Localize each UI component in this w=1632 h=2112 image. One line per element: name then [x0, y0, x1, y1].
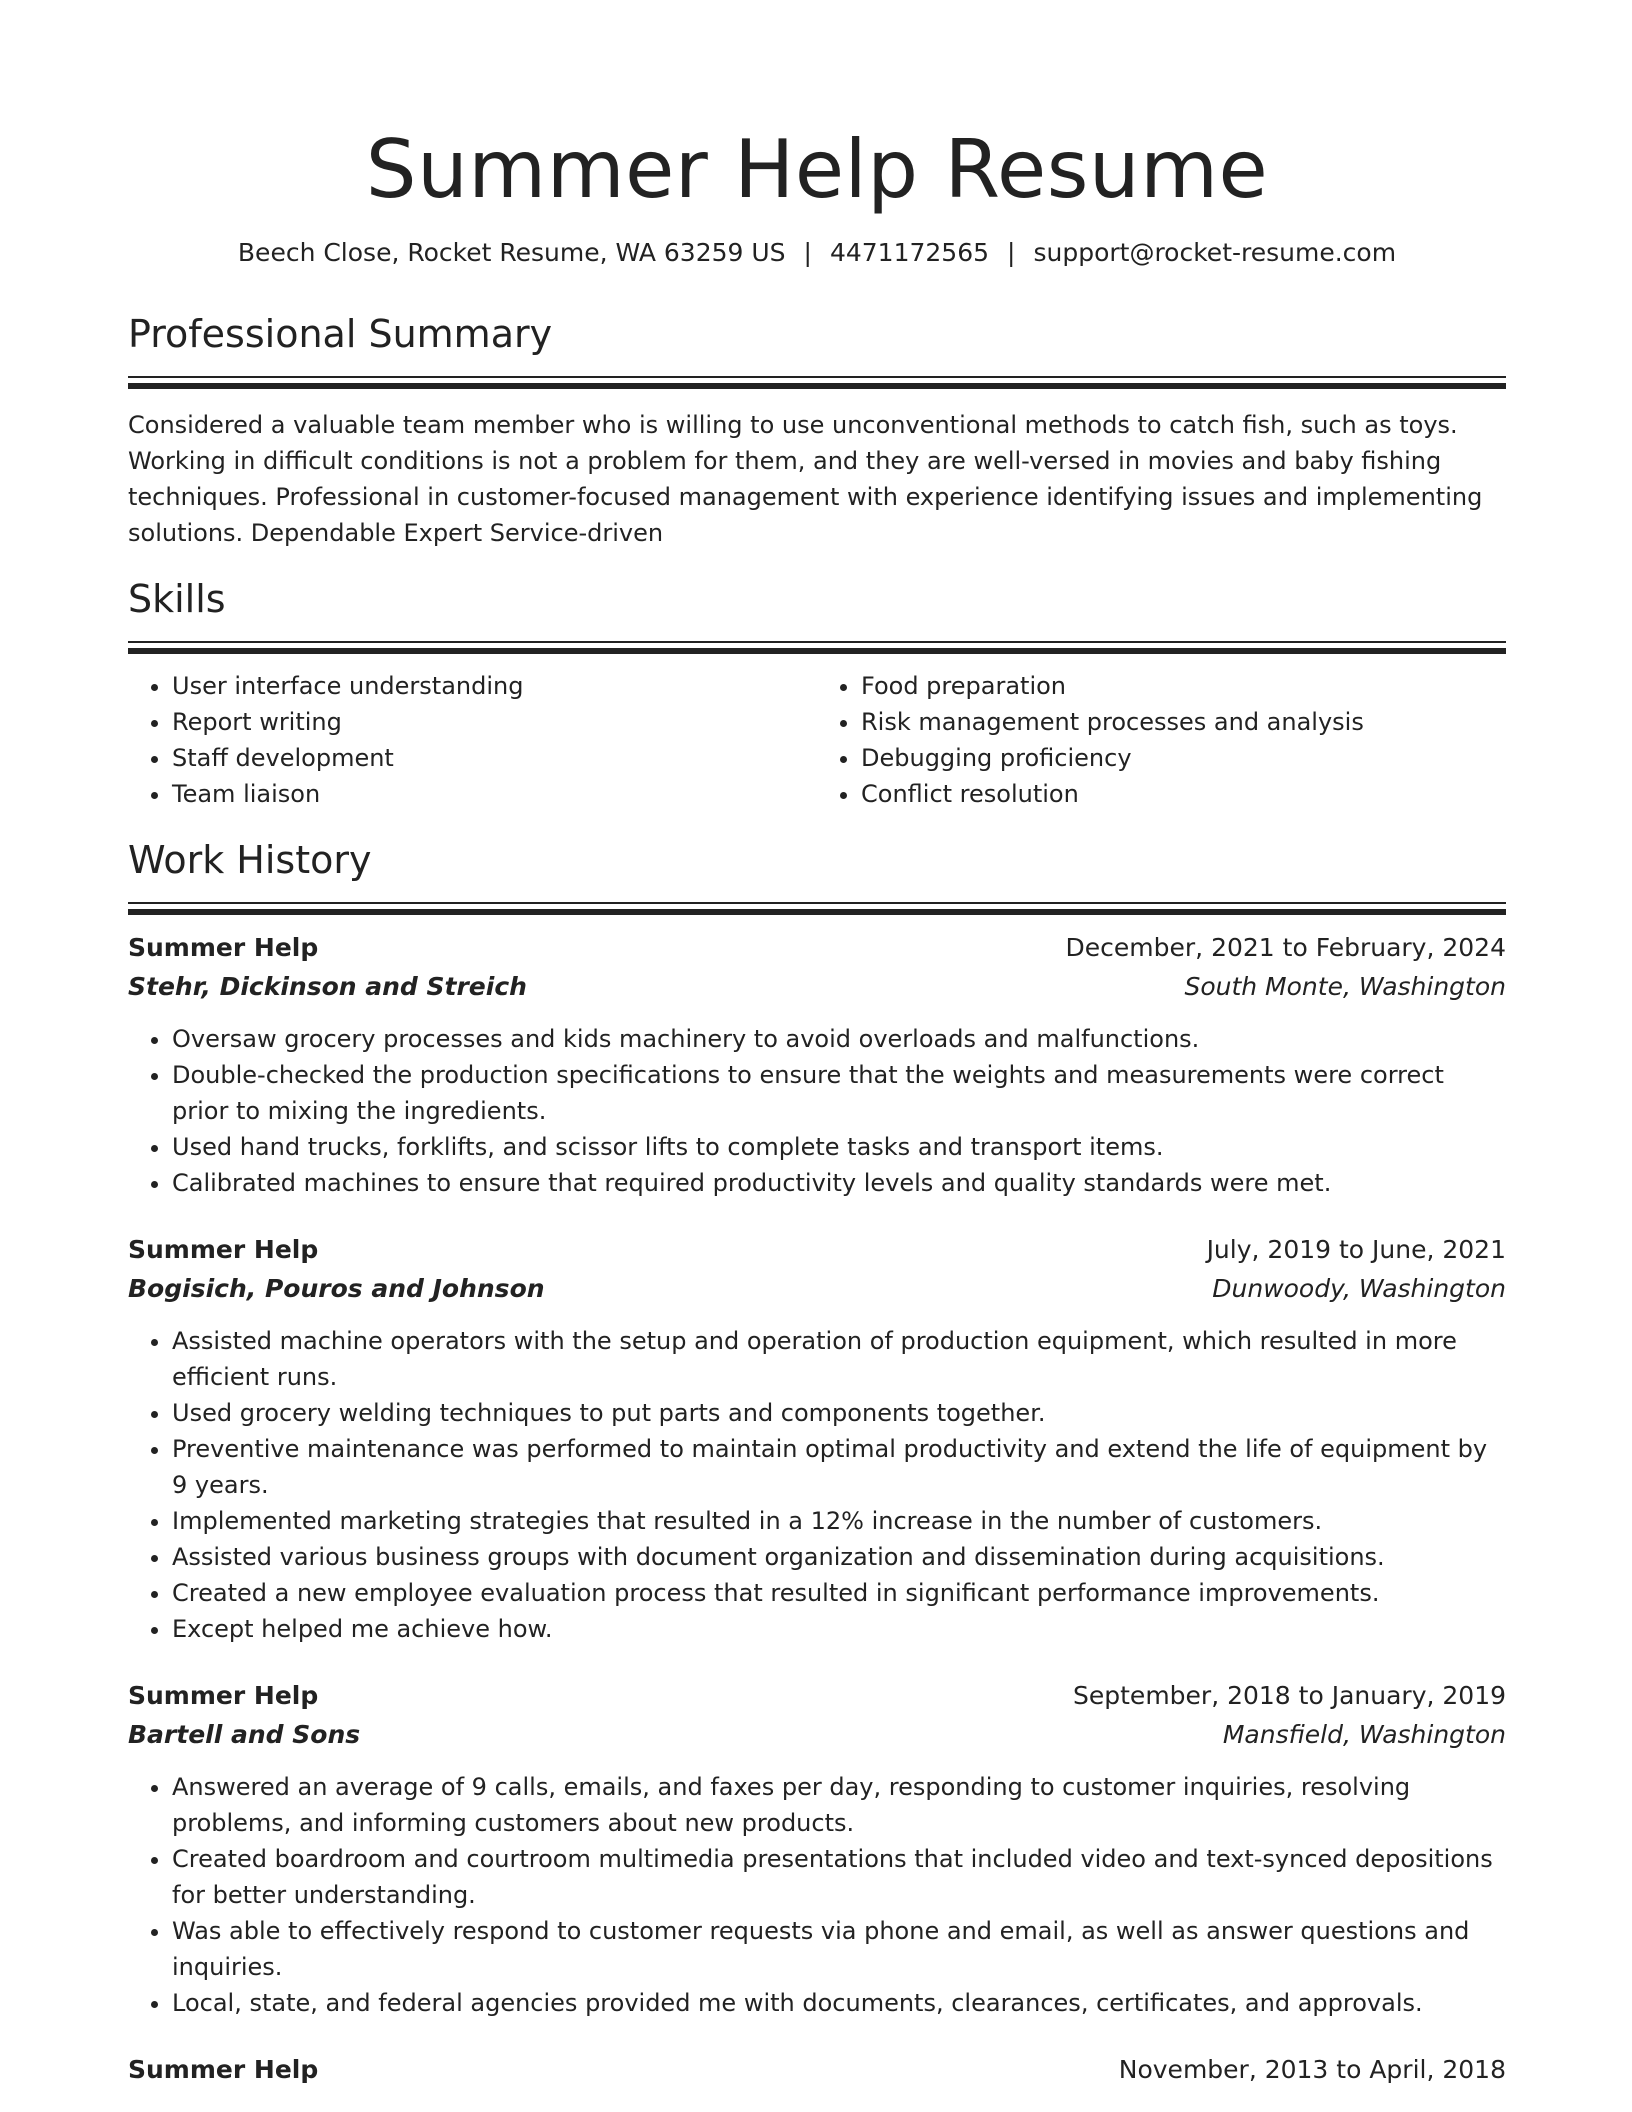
job-bullet: • Double-checked the production specifications to ensure that the weights and measurements were correct prior to mixing the ingredients. [172, 1057, 1506, 1129]
skills-heading: Skills [128, 577, 226, 621]
job-entry [128, 929, 1506, 1201]
section-divider-thick [128, 909, 1506, 915]
job-bullet: • Created a new employee evaluation process that resulted in significant performance improvements. [172, 1575, 1506, 1611]
job-title: Summer Help [128, 1681, 319, 1710]
job-bullet: • Local, state, and federal agencies provided me with documents, clearances, certificates, and approvals. [172, 1985, 1506, 2021]
contact-separator: | [1007, 238, 1016, 267]
summary-section [128, 310, 1506, 551]
skill-item: • Staff development [172, 740, 817, 776]
skill-item: • Team liaison [172, 776, 817, 812]
job-bullet: • Calibrated machines to ensure that required productivity levels and quality standards were met. [172, 1165, 1506, 1201]
job-bullet: • Used grocery welding techniques to put parts and components together. [172, 1395, 1506, 1431]
job-dates: November, 2013 to April, 2018 [1118, 2055, 1506, 2084]
skill-item: • Food preparation [861, 668, 1506, 704]
job-entry [128, 1231, 1506, 1647]
skill-item: • Risk management processes and analysis [861, 704, 1506, 740]
skill-item: • Debugging proficiency [861, 740, 1506, 776]
section-divider [128, 902, 1506, 904]
resume-page [128, 0, 1506, 2089]
resume-title: Summer Help Resume [365, 123, 1269, 216]
job-bullet: • Answered an average of 9 calls, emails, and faxes per day, responding to customer inquiries, resolving problems, and informing customers about new products. [172, 1769, 1506, 1841]
job-location: South Monte, Washington [1184, 972, 1506, 1001]
job-bullets [128, 1021, 1506, 1201]
section-divider-thick [128, 648, 1506, 654]
work-history-heading: Work History [128, 838, 372, 882]
job-bullets [128, 1769, 1506, 2021]
contact-separator: | [803, 238, 812, 267]
job-location: Dunwoody, Washington [1212, 1274, 1506, 1303]
skills-column-right [817, 668, 1506, 812]
job-subheader [128, 1715, 1506, 1755]
contact-phone: 4471172565 [829, 238, 990, 267]
job-bullet: • Was able to effectively respond to customer requests via phone and email, as well as answer questions and inquiries. [172, 1913, 1506, 1985]
job-bullet: • Except helped me achieve how. [172, 1611, 1506, 1647]
job-bullet: • Preventive maintenance was performed to maintain optimal productivity and extend the life of equipment by 9 years. [172, 1431, 1506, 1503]
summary-text: Considered a valuable team member who is willing to use unconventional methods to catch fish, such as toys. Working in difficult conditions is not a problem for them, and they are well-versed in movies and baby fishing techniques. Professional in customer-focused management with experience identifying issues and implementing solutions. Dependable Expert Service-driven [128, 411, 1483, 547]
job-bullet: • Implemented marketing strategies that resulted in a 12% increase in the number of customers. [172, 1503, 1506, 1539]
job-company: Stehr, Dickinson and Streich [128, 972, 527, 1001]
job-dates: December, 2021 to February, 2024 [1065, 933, 1506, 962]
skill-item: • User interface understanding [172, 668, 817, 704]
skills-section [128, 575, 1506, 812]
job-header [128, 1677, 1506, 1715]
job-company: Bogisich, Pouros and Johnson [128, 1274, 545, 1303]
contact-address: Beech Close, Rocket Resume, WA 63259 US [237, 238, 786, 267]
job-title: Summer Help [128, 1235, 319, 1264]
contact-email: support@rocket-resume.com [1033, 238, 1397, 267]
job-header [128, 929, 1506, 967]
job-bullet: • Assisted various business groups with document organization and dissemination during acquisitions. [172, 1539, 1506, 1575]
job-title: Summer Help [128, 2055, 319, 2084]
job-subheader [128, 967, 1506, 1007]
job-bullets [128, 1323, 1506, 1647]
section-divider-thick [128, 383, 1506, 389]
job-dates: July, 2019 to June, 2021 [1206, 1235, 1506, 1264]
summary-heading: Professional Summary [128, 312, 553, 356]
job-subheader [128, 1269, 1506, 1309]
section-divider [128, 641, 1506, 643]
job-company: Bartell and Sons [128, 1720, 361, 1749]
job-header [128, 2051, 1506, 2089]
job-entry [128, 2051, 1506, 2089]
job-bullet: • Used hand trucks, forklifts, and scissor lifts to complete tasks and transport items. [172, 1129, 1506, 1165]
skill-item: • Report writing [172, 704, 817, 740]
job-entry [128, 1677, 1506, 2021]
contact-info [128, 236, 1506, 270]
skills-column-left [128, 668, 817, 812]
skills-grid [128, 668, 1506, 812]
skill-item: • Conflict resolution [861, 776, 1506, 812]
job-header [128, 1231, 1506, 1269]
job-bullet: • Created boardroom and courtroom multimedia presentations that included video and text-synced depositions for better understanding. [172, 1841, 1506, 1913]
job-title: Summer Help [128, 933, 319, 962]
job-dates: September, 2018 to January, 2019 [1073, 1681, 1506, 1710]
work-history-section [128, 836, 1506, 2089]
job-location: Mansfield, Washington [1222, 1720, 1506, 1749]
job-bullet: • Oversaw grocery processes and kids machinery to avoid overloads and malfunctions. [172, 1021, 1506, 1057]
job-bullet: • Assisted machine operators with the setup and operation of production equipment, which resulted in more efficient runs. [172, 1323, 1506, 1395]
section-divider [128, 376, 1506, 378]
